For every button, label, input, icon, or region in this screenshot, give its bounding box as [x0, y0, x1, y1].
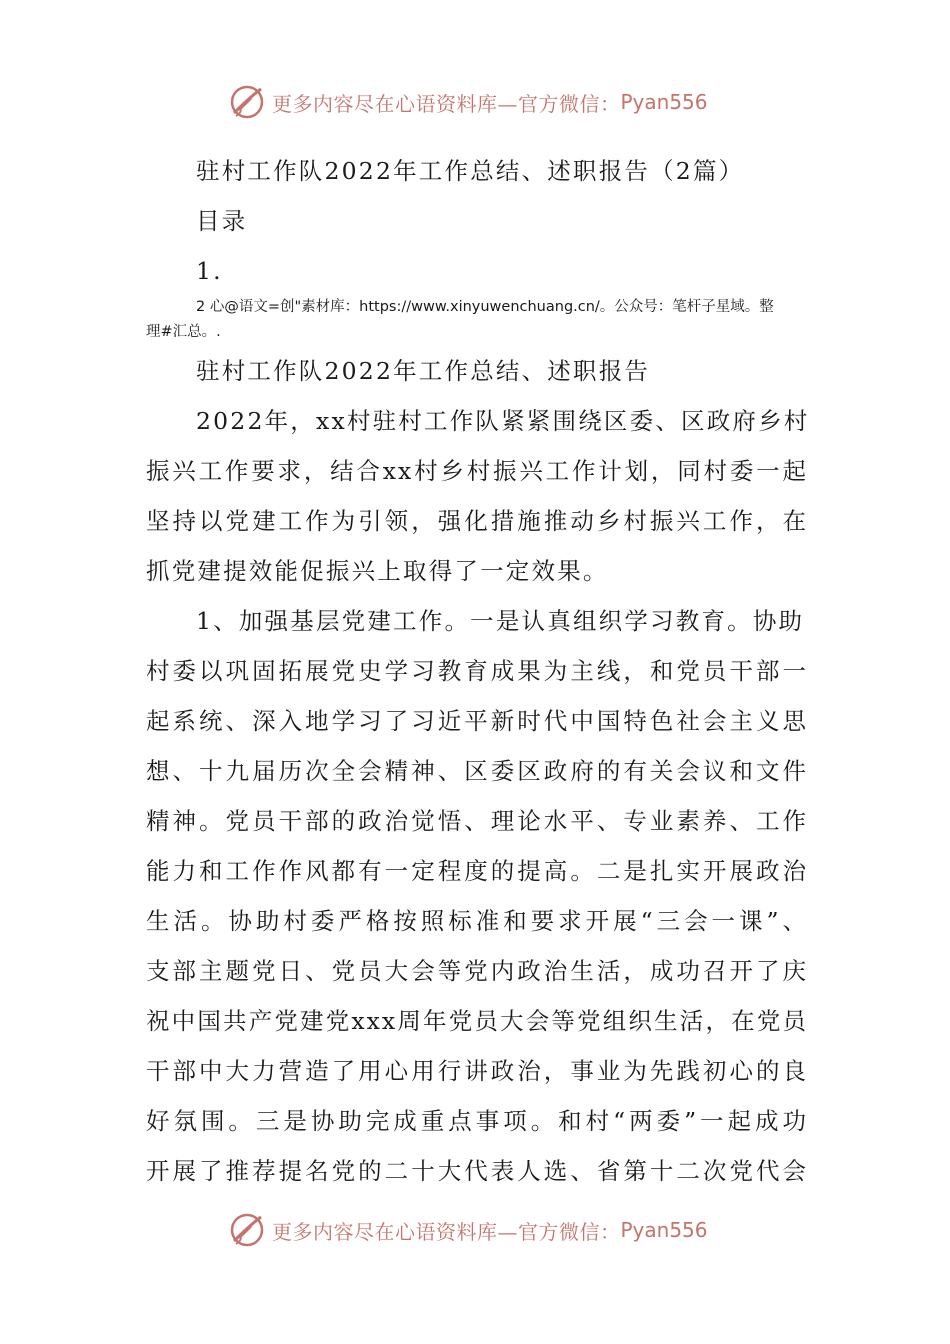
source-note-line2: 理#汇总。.	[146, 324, 221, 340]
body-line: 开展了推荐提名党的二十大代表人选、省第十二次党代会	[146, 1157, 808, 1185]
body-line: 支部主题党日、党员大会等党内政治生活，成功召开了庆	[146, 957, 808, 985]
body-line: 起系统、深入地学习了习近平新时代中国特色社会主义思	[146, 707, 808, 735]
banner-text: 更多内容尽在心语资料库—官方微信：	[272, 91, 621, 116]
body-line: 祝中国共产党建党xxx周年党员大会等党组织生活，在党员	[146, 1007, 808, 1035]
body-line: 想、十九届历次全会精神、区委区政府的有关会议和文件	[146, 757, 808, 785]
body-line: 1、加强基层党建工作。一是认真组织学习教育。协助	[196, 607, 805, 635]
body-line: 村委以巩固拓展党史学习教育成果为主线，和党员干部一	[146, 657, 808, 685]
body-line: 干部中大力营造了用心用行讲政治，事业为先践初心的良	[146, 1057, 808, 1085]
pen-logo-icon	[228, 83, 266, 121]
banner-text: 更多内容尽在心语资料库—官方微信：	[272, 1219, 621, 1244]
pen-logo-icon	[228, 1211, 266, 1249]
footer-banner	[228, 1210, 748, 1250]
header-banner	[228, 82, 748, 122]
body-line: 精神。党员干部的政治觉悟、理论水平、专业素养、工作	[146, 807, 808, 835]
body-line: 抓党建提效能促振兴上取得了一定效果。	[146, 557, 609, 585]
document-title: 驻村工作队2022年工作总结、述职报告（2篇）	[196, 157, 745, 185]
source-note-line1: 2 心@语文=创"素材库：https://www.xinyuwenchuang.cn/。公众号：笔杆子星域。整	[196, 299, 774, 315]
body-line: 坚持以党建工作为引领，强化措施推动乡村振兴工作，在	[146, 507, 808, 535]
body-line: 2022年，xx村驻村工作队紧紧围绕区委、区政府乡村	[196, 407, 810, 435]
body-line: 振兴工作要求，结合xx村乡村振兴工作计划，同村委一起	[146, 457, 808, 485]
section-title: 驻村工作队2022年工作总结、述职报告	[196, 357, 651, 385]
banner-wechat-handle: Pyan556	[620, 90, 708, 114]
body-line: 好氛围。三是协助完成重点事项。和村“两委”一起成功	[146, 1107, 808, 1135]
toc-item: 1.	[196, 257, 223, 285]
body-line: 生活。协助村委严格按照标准和要求开展“三会一课”、	[146, 907, 808, 935]
toc-heading: 目录	[196, 207, 248, 235]
banner-wechat-handle: Pyan556	[620, 1218, 708, 1242]
body-line: 能力和工作作风都有一定程度的提高。二是扎实开展政治	[146, 857, 808, 885]
